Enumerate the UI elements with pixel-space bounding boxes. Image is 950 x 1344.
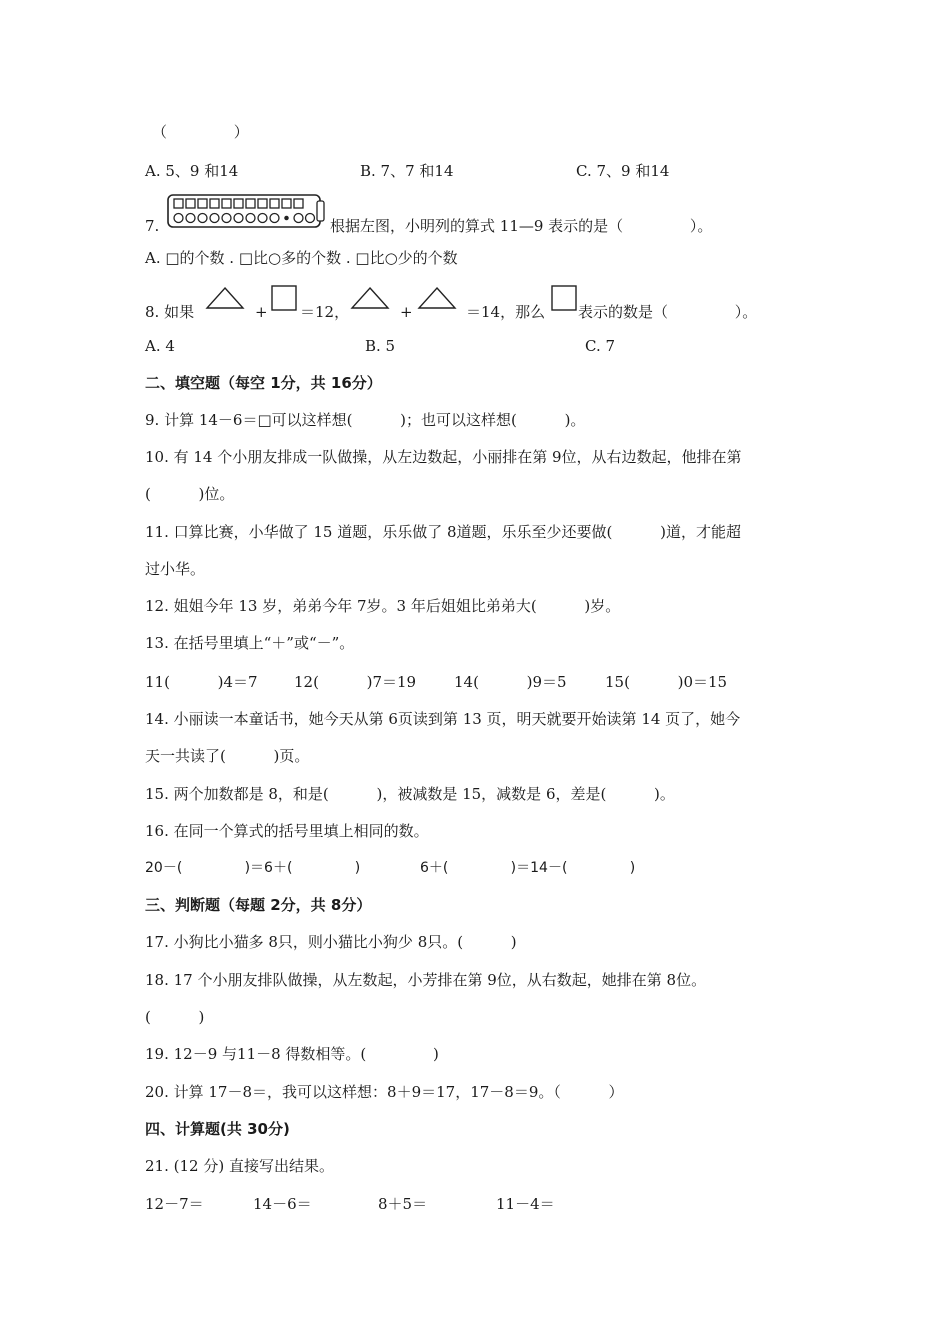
q8-option-b: B. 5: [365, 337, 396, 355]
q7-question-text: 根据左图，小明列的算式 11—9 表示的是（ ）。: [330, 217, 713, 235]
q8-tail: 表示的数是（ ）。: [578, 303, 758, 321]
q8-option-c: C. 7: [585, 337, 616, 355]
q9: 9. 计算 14－6＝□可以这样想( )；也可以这样想( )。: [145, 411, 586, 429]
q8-plus-2: +: [400, 303, 413, 321]
triangle-icon: [205, 286, 245, 310]
q10-line1: 10. 有 14 个小朋友排成一队做操，从左边数起，小丽排在第 9位，从右边数起，他排在第: [145, 448, 742, 466]
q21-item: 14－6＝: [253, 1195, 312, 1213]
q21-title: 21. (12 分) 直接写出结果。: [145, 1157, 334, 1175]
q21-item: 12－7＝: [145, 1195, 204, 1213]
q21-item: 8＋5＝: [378, 1195, 428, 1213]
section-heading: 四、计算题(共 30分): [145, 1120, 290, 1138]
q7-number: 7.: [145, 217, 160, 235]
q15: 15. 两个加数都是 8，和是( )，被减数是 15，减数是 6，差是( )。: [145, 785, 675, 803]
q8-plus-1: +: [255, 303, 268, 321]
q6-option-a: A. 5、9 和14: [145, 162, 239, 180]
q18-line2: ( ): [145, 1008, 205, 1026]
q13-title: 13. 在括号里填上“＋”或“－”。: [145, 634, 355, 652]
q16-equation-1: 20－( )＝6＋( ): [145, 860, 361, 876]
triangle-icon: [350, 286, 390, 310]
triangle-icon: [417, 286, 457, 310]
q20: 20. 计算 17－8＝，我可以这样想：8＋9＝17，17－8＝9。（ ）: [145, 1083, 624, 1101]
q13-item: 11( )4＝7: [145, 673, 258, 691]
abacus-icon: [165, 193, 327, 229]
q14-line1: 14. 小丽读一本童话书，她今天从第 6页读到第 13 页，明天就要开始读第 14 页了，她今: [145, 710, 741, 728]
section-heading: 三、判断题（每题 2分，共 8分）: [145, 896, 372, 914]
q10-line2: ( )位。: [145, 485, 235, 503]
q8-prefix: 8. 如果: [145, 303, 195, 321]
q21-item: 11－4＝: [496, 1195, 555, 1213]
q16-equation-2: 6＋( )＝14－( ): [420, 860, 636, 876]
q8-option-a: A. 4: [145, 337, 175, 355]
q12: 12. 姐姐今年 13 岁，弟弟今年 7岁。3 年后姐姐比弟弟大( )岁。: [145, 597, 621, 615]
q11-line2: 过小华。: [145, 560, 206, 578]
square-icon: [271, 285, 297, 311]
q13-item: 14( )9＝5: [454, 673, 567, 691]
section-heading: 二、填空题（每空 1分，共 16分）: [145, 374, 382, 392]
q14-line2: 天一共读了( )页。: [145, 747, 310, 765]
square-icon: [551, 285, 577, 311]
q7-options: A. □的个数 . □比○多的个数 . □比○少的个数: [145, 249, 458, 267]
q8-equals-12: ＝12，: [300, 303, 350, 321]
q8-equals-14: ＝14，那么: [466, 303, 546, 321]
q6-answer-paren: （ ）: [152, 123, 249, 141]
q16-title: 16. 在同一个算式的括号里填上相同的数。: [145, 822, 429, 840]
q13-item: 12( )7＝19: [294, 673, 417, 691]
q17: 17. 小狗比小猫多 8只，则小猫比小狗少 8只。( ): [145, 933, 517, 951]
q6-option-b: B. 7、7 和14: [360, 162, 454, 180]
q18-line1: 18. 17 个小朋友排队做操，从左数起，小芳排在第 9位，从右数起，她排在第 8位。: [145, 971, 707, 989]
q13-item: 15( )0＝15: [605, 673, 728, 691]
q6-option-c: C. 7、9 和14: [576, 162, 670, 180]
q11-line1: 11. 口算比赛，小华做了 15 道题，乐乐做了 8道题，乐乐至少还要做( )道，才能超: [145, 523, 741, 541]
q19: 19. 12－9 与11－8 得数相等。( ): [145, 1045, 439, 1063]
